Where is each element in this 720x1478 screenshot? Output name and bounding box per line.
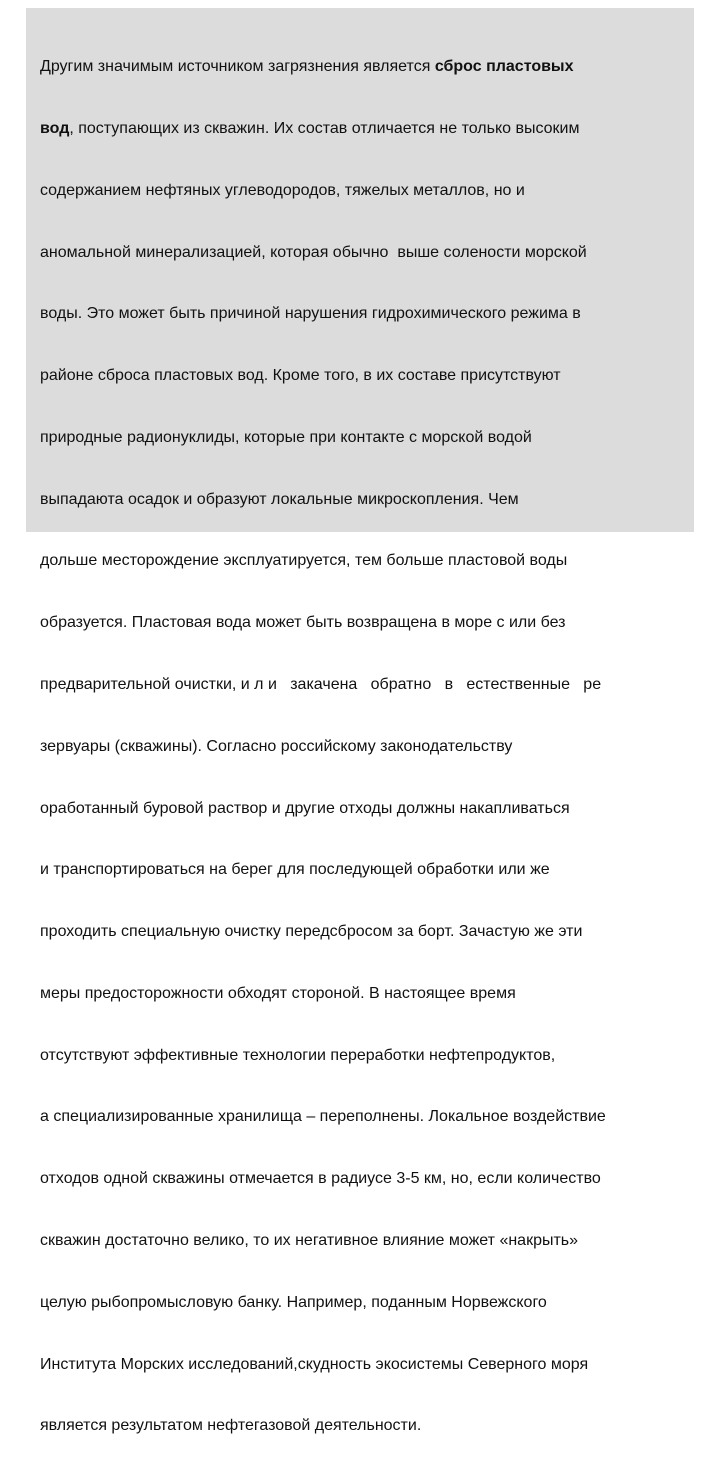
text-line: предварительной очистки, и л и закачена обратно в естественные ре: [40, 676, 602, 693]
text-line: аномальной минерализацией, которая обычно выше солености морской: [40, 243, 587, 261]
text-line: отходов одной скважины отмечается в радиусе 3-5 км, но, если количество: [40, 1170, 601, 1188]
text-span: , поступающих из скважин. Их состав отличается не только высоким: [69, 119, 580, 137]
text-line: является результатом нефтегазовой деятельности.: [40, 1417, 422, 1435]
text-line: меры предосторожности обходят стороной. В настоящее время: [40, 984, 516, 1002]
paragraph: [40, 16, 686, 1478]
text-line: районе сброса пластовых вод. Кроме того, в их составе присутствуют: [40, 367, 561, 385]
text-span: Другим значимым источником загрязнения является: [40, 58, 435, 76]
text-line: целую рыбопромысловую банку. Например, поданным Норвежского: [40, 1293, 547, 1311]
text-line: [40, 57, 686, 78]
emphasis-text: вод: [40, 119, 70, 137]
text-line: зервуары (скважины). Согласно российскому законодательству: [40, 737, 513, 755]
text-line: скважин достаточно велико, то их негативное влияние может «накрыть»: [40, 1232, 579, 1250]
text-line: дольше месторождение эксплуатируется, тем больше пластовой воды: [40, 552, 568, 570]
text-line: образуется. Пластовая вода может быть возвращена в море с или без: [40, 614, 566, 632]
text-line: выпадаюта осадок и образуют локальные микроскопления. Чем: [40, 490, 519, 508]
text-line: оработанный буровой раствор и другие отходы должны накапливаться: [40, 799, 570, 817]
text-panel: [26, 8, 694, 1435]
text-line: проходить специальную очистку передсбросом за борт. Зачастую же эти: [40, 923, 583, 941]
text-line: отсутствуют эффективные технологии переработки нефтепродуктов,: [40, 1046, 556, 1064]
text-line: а специализированные хранилища – переполнены. Локальное воздействие: [40, 1108, 606, 1126]
text-line: воды. Это может быть причиной нарушения гидрохимического режима в: [40, 305, 581, 323]
text-line: Института Морских исследований,скудность экосистемы Северного моря: [40, 1355, 589, 1373]
text-line: содержанием нефтяных углеводородов, тяжелых металлов, но и: [40, 181, 525, 199]
text-line: и транспортироваться на берег для последующей обработки или же: [40, 861, 550, 879]
emphasis-text: сброс пластовых: [434, 58, 574, 76]
text-line: [40, 119, 686, 140]
text-line: природные радионуклиды, которые при контакте с морской водой: [40, 428, 532, 446]
